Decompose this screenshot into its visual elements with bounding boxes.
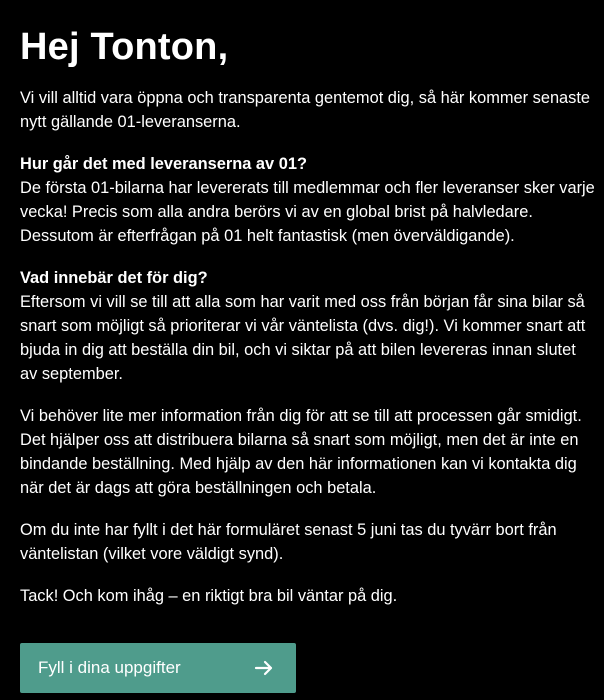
intro-paragraph: Vi vill alltid vara öppna och transparenta gentemot dig, så här kommer senaste nytt gällande 01-leveranserna. — [20, 89, 591, 131]
fill-in-details-button[interactable] — [20, 643, 296, 693]
thanks-paragraph: Tack! Och kom ihåg – en riktigt bra bil väntar på dig. — [20, 587, 398, 605]
arrow-right-icon — [254, 658, 274, 678]
delivery-status-heading: Hur går det med leveranserna av 01? — [20, 155, 307, 173]
email-body — [20, 24, 595, 626]
what-it-means-heading: Vad innebär det för dig? — [20, 269, 208, 287]
delivery-status-text: De första 01-bilarna har levererats till medlemmar och fler leveranser sker varje vecka! Precis som alla andra berörs vi av en global brist på halvledare. Dessutom är efterfrågan på 01 helt fantastisk (men överväldigande). — [20, 179, 595, 245]
info-paragraph: Vi behöver lite mer information från dig för att se till att processen går smidigt. Det hjälper oss att distribuera bilarna så snart som möjligt, men det är inte en bindande beställning. Med hjälp av den här informationen kan vi kontakta dig när det är dags att göra beställningen och betala. — [20, 407, 582, 497]
fill-in-details-label: Fyll i dina uppgifter — [38, 658, 181, 677]
what-it-means-text: Eftersom vi vill se till att alla som har varit med oss från början får sina bilar så snart som möjligt så prioriterar vi vår väntelista (dvs. dig!). Vi kommer snart att bjuda in dig att beställa din bil, och vi siktar på att bilen levereras innan slutet av september. — [20, 293, 586, 383]
deadline-paragraph: Om du inte har fyllt i det här formuläret senast 5 juni tas du tyvärr bort från väntelistan (vilket vore väldigt synd). — [20, 521, 557, 563]
what-it-means-section — [20, 266, 595, 386]
delivery-status-section — [20, 152, 595, 248]
greeting-heading: Hej Tonton, — [20, 26, 229, 68]
